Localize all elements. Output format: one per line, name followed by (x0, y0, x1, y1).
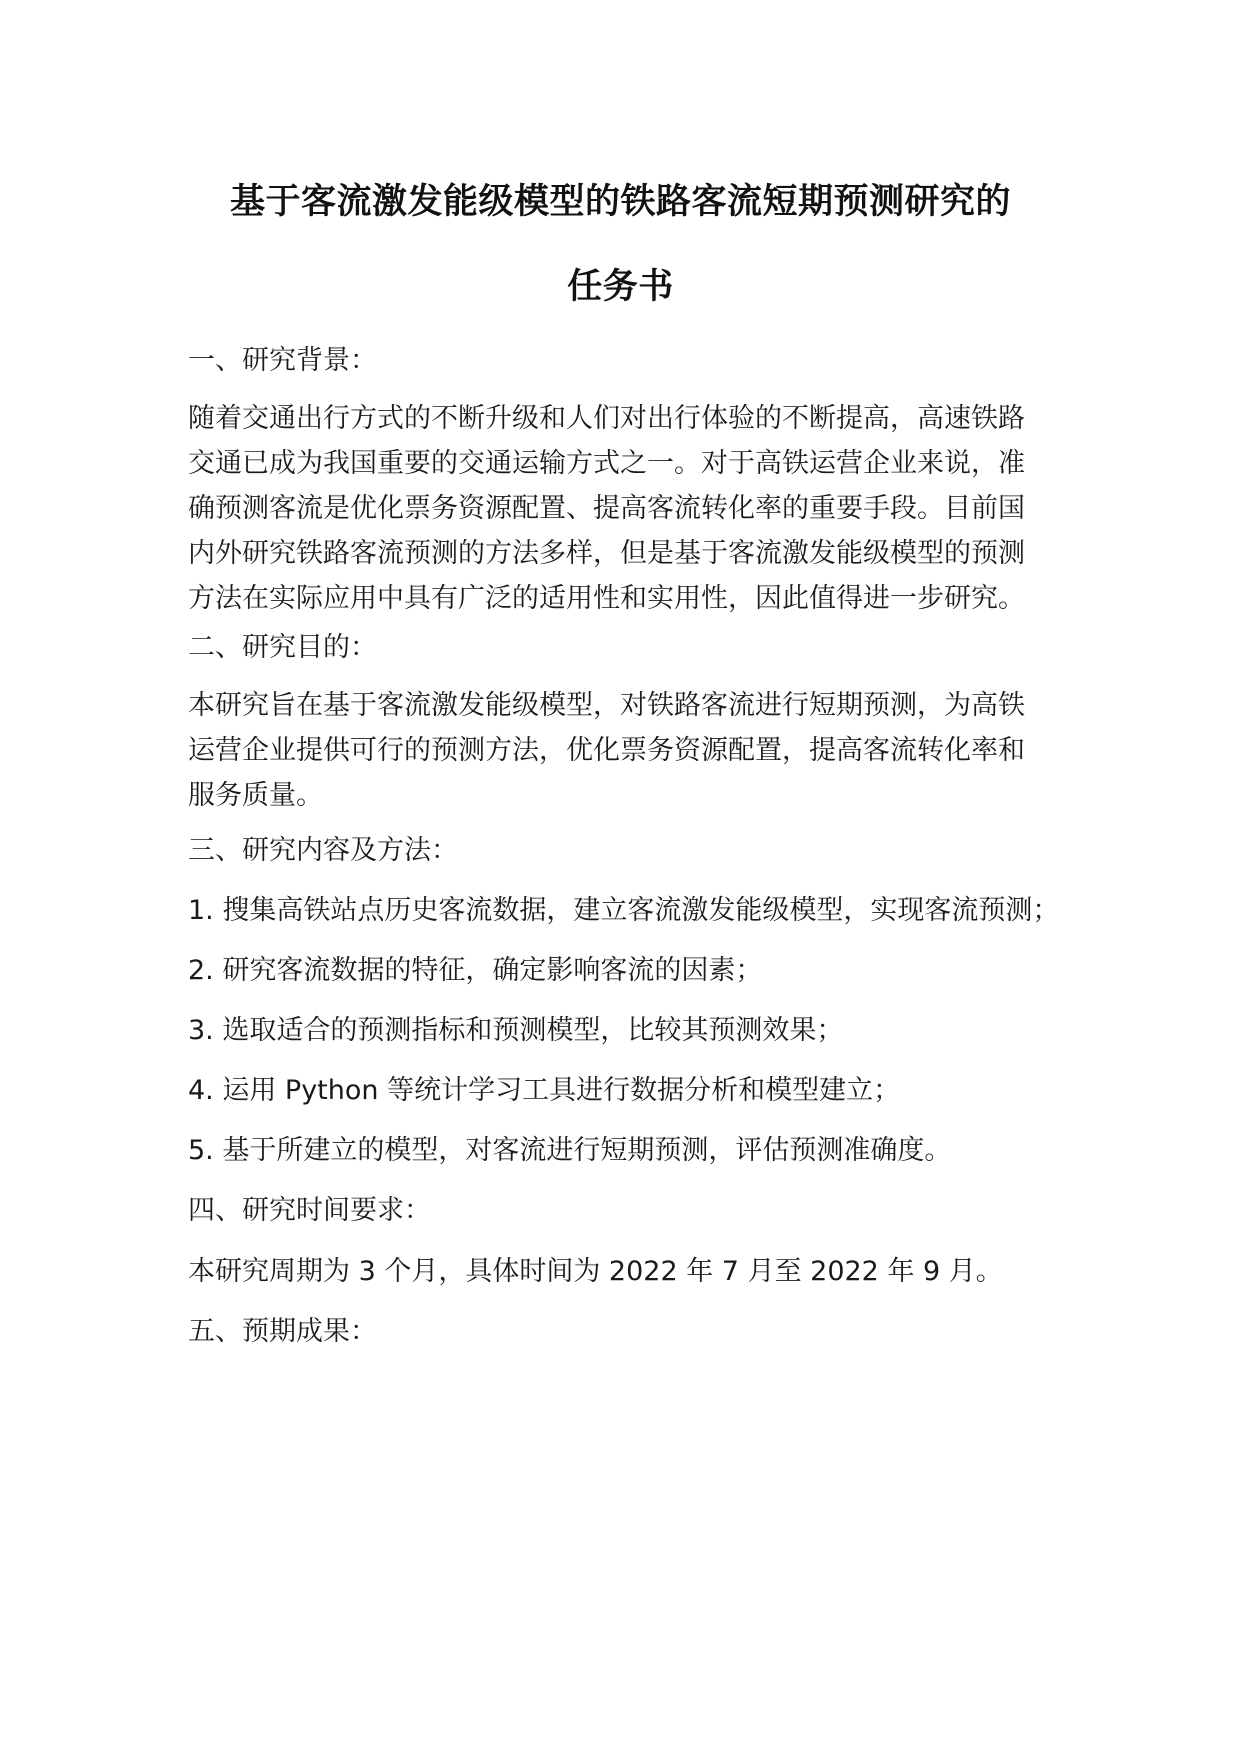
content-item-3: 3. 选取适合的预测指标和预测模型，比较其预测效果； (188, 1015, 844, 1046)
content-item-4: 4. 运用 Python 等统计学习工具进行数据分析和模型建立； (188, 1075, 901, 1106)
paragraph-line: 交通已成为我国重要的交通运输方式之一。对于高铁运营企业来说，准 (188, 448, 1025, 479)
section-background-paragraph (188, 396, 1088, 621)
paragraph-line: 运营企业提供可行的预测方法，优化票务资源配置，提高客流转化率和 (188, 735, 1025, 766)
document-title-line-2: 任务书 (567, 267, 674, 307)
paragraph-line: 内外研究铁路客流预测的方法多样，但是基于客流激发能级模型的预测 (188, 538, 1025, 569)
section-results-heading: 五、预期成果： (188, 1316, 377, 1347)
content-item-1: 1. 搜集高铁站点历史客流数据，建立客流激发能级模型，实现客流预测； (188, 895, 1060, 926)
section-purpose-heading: 二、研究目的： (188, 632, 377, 663)
content-item-5: 5. 基于所建立的模型，对客流进行短期预测，评估预测准确度。 (188, 1135, 952, 1166)
section-content-heading: 三、研究内容及方法： (188, 835, 458, 866)
section-purpose-paragraph (188, 683, 1088, 818)
paragraph-line: 方法在实际应用中具有广泛的适用性和实用性，因此值得进一步研究。 (188, 583, 1025, 614)
document-title-line-1: 基于客流激发能级模型的铁路客流短期预测研究的 (229, 182, 1011, 222)
paragraph-line: 本研究旨在基于客流激发能级模型，对铁路客流进行短期预测，为高铁 (188, 690, 1025, 721)
paragraph-line: 确预测客流是优化票务资源配置、提高客流转化率的重要手段。目前国 (188, 493, 1025, 524)
paragraph-line: 随着交通出行方式的不断升级和人们对出行体验的不断提高，高速铁路 (188, 403, 1025, 434)
paragraph-line: 服务质量。 (188, 780, 323, 811)
content-item-2: 2. 研究客流数据的特征，确定影响客流的因素； (188, 955, 763, 986)
section-time-text: 本研究周期为 3 个月，具体时间为 2022 年 7 月至 2022 年 9 月。 (188, 1256, 1003, 1287)
section-background-heading: 一、研究背景： (188, 345, 377, 376)
section-time-heading: 四、研究时间要求： (188, 1195, 431, 1226)
